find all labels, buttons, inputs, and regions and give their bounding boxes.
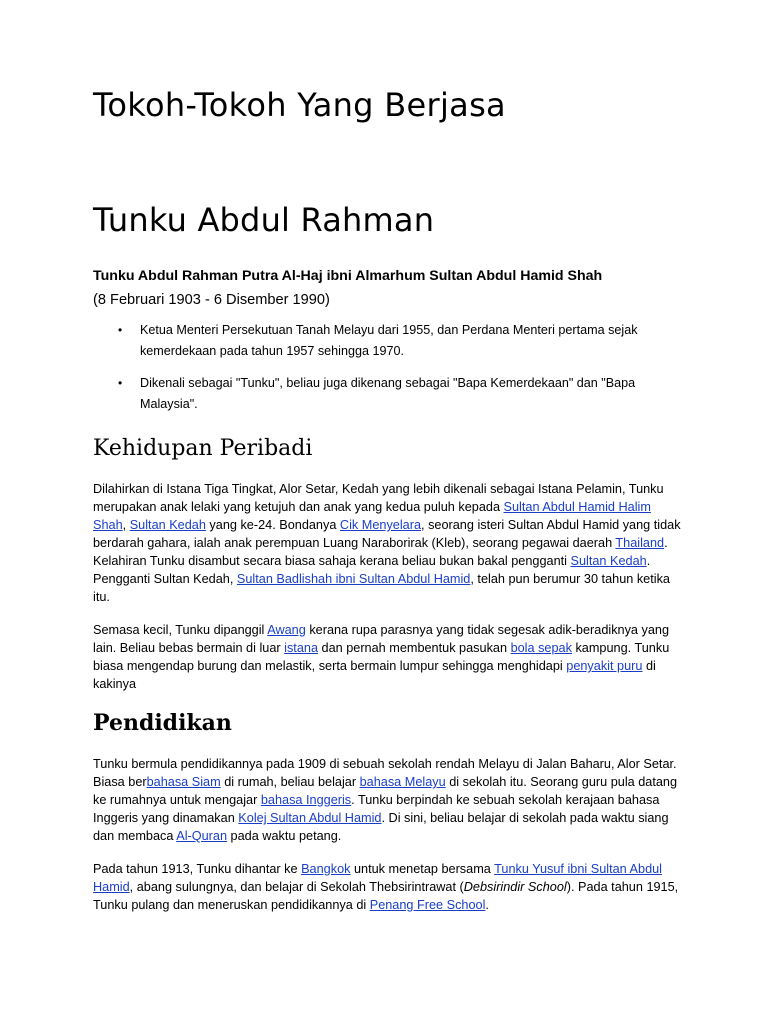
bullet-icon: •: [118, 376, 123, 390]
text-run: Pada tahun 1913, Tunku dihantar ke: [93, 862, 302, 876]
link-bola-sepak[interactable]: bola sepak: [510, 641, 572, 655]
bullet-icon: •: [118, 323, 123, 337]
paragraph-pendidikan-1: [93, 755, 683, 845]
link-thailand[interactable]: Thailand: [615, 536, 665, 550]
text-run: ). Pada tahun 1915, Tunku pulang dan meneruskan pendidikannya di: [93, 880, 679, 912]
text-run: . Di sini, beliau belajar di sekolah pada waktu siang dan membaca: [93, 811, 669, 843]
link-awang[interactable]: Awang: [267, 623, 306, 637]
text-run: kerana rupa parasnya yang tidak segesak adik-beradiknya yang lain. Beliau bebas bermain di luar: [93, 623, 670, 655]
link-bangkok[interactable]: Bangkok: [301, 862, 351, 876]
list-item: [93, 373, 683, 415]
link-cik-menyelara[interactable]: Cik Menyelara: [339, 518, 422, 532]
link-bahasa-melayu[interactable]: bahasa Melayu: [359, 775, 446, 789]
text-run: , abang sulungnya, dan belajar di Sekolah Thebsirintrawat (: [129, 880, 464, 894]
text-run: di kakinya: [93, 659, 656, 691]
full-name: Tunku Abdul Rahman Putra Al-Haj ibni Almarhum Sultan Abdul Hamid Shah: [93, 268, 603, 284]
link-penyakit-puru[interactable]: penyakit puru: [566, 659, 643, 673]
text-run: di sekolah itu. Seorang guru pula datang ke rumahnya untuk mengajar: [93, 775, 678, 807]
paragraph-kehidupan-1: [93, 480, 683, 606]
link-sultan-kedah[interactable]: Sultan Kedah: [570, 554, 647, 568]
document-title: Tokoh-Tokoh Yang Berjasa: [93, 86, 506, 124]
list-item: [93, 320, 683, 362]
text-run: . Kelahiran Tunku disambut secara biasa sahaja kerana beliau bukan bakal pengganti: [93, 536, 668, 568]
list-item-text: Ketua Menteri Persekutuan Tanah Melayu dari 1955, dan Perdana Menteri pertama sejak kemerdekaan pada tahun 1957 sehingga 1970.: [140, 323, 638, 358]
text-run: Semasa kecil, Tunku dipanggil: [93, 623, 268, 637]
link-penang-free-school[interactable]: Penang Free School: [369, 898, 486, 912]
section-heading-pendidikan: Pendidikan: [93, 710, 232, 736]
person-heading: Tunku Abdul Rahman: [93, 201, 435, 239]
link-sultan-abdul-hamid-halim-shah[interactable]: Sultan Abdul Hamid Halim Shah: [93, 500, 651, 532]
section-heading-kehidupan: Kehidupan Peribadi: [93, 436, 313, 461]
text-run: .: [485, 898, 489, 912]
text-run: dan pernah membentuk pasukan: [318, 641, 511, 655]
paragraph-kehidupan-2: [93, 621, 683, 693]
summary-list: [93, 320, 683, 426]
text-run: . Tunku berpindah ke sebuah sekolah kerajaan bahasa Inggeris yang dinamakan: [93, 793, 660, 825]
text-run: pada waktu petang.: [227, 829, 342, 843]
paragraph-pendidikan-2: [93, 860, 683, 914]
text-run: , seorang isteri Sultan Abdul Hamid yang tidak berdarah gahara, ialah anak perempuan Luang Naraborirak (Kleb), seorang pegawai daerah: [93, 518, 681, 550]
text-run: Dilahirkan di Istana Tiga Tingkat, Alor Setar, Kedah yang lebih dikenali sebagai Istana Pelamin, Tunku merupakan anak lelaki yang ketujuh dan anak yang kedua puluh kepada: [93, 482, 664, 514]
list-item-text: Dikenali sebagai "Tunku", beliau juga dikenang sebagai "Bapa Kemerdekaan" dan "Bapa Malaysia".: [140, 376, 636, 411]
text-run: , telah pun berumur 30 tahun ketika itu.: [93, 572, 670, 604]
link-istana[interactable]: istana: [284, 641, 318, 655]
italic-school-name: Debsirindir School: [463, 880, 567, 894]
text-run: yang ke-24. Bondanya: [205, 518, 340, 532]
link-bahasa-inggeris[interactable]: bahasa Inggeris: [260, 793, 352, 807]
link-bahasa-siam[interactable]: bahasa Siam: [146, 775, 221, 789]
link-tunku-yusuf[interactable]: Tunku Yusuf ibni Sultan Abdul Hamid: [93, 862, 663, 894]
text-run: Tunku bermula pendidikannya pada 1909 di sebuah sekolah rendah Melayu di Jalan Baharu, Alor Setar. Biasa ber: [93, 757, 677, 789]
text-run: kampung. Tunku biasa mengendap burung dan melastik, serta bermain lumpur sehingga menghidapi: [93, 641, 670, 673]
link-al-quran[interactable]: Al-Quran: [176, 829, 228, 843]
text-run: untuk menetap bersama: [350, 862, 495, 876]
link-sultan-kedah[interactable]: Sultan Kedah: [129, 518, 206, 532]
text-run: . Pengganti Sultan Kedah,: [93, 554, 651, 586]
link-sultan-badlishah[interactable]: Sultan Badlishah ibni Sultan Abdul Hamid: [236, 572, 471, 586]
text-run: di rumah, beliau belajar: [220, 775, 360, 789]
text-run: ,: [122, 518, 130, 532]
life-dates: (8 Februari 1903 - 6 Disember 1990): [93, 292, 330, 308]
full-name-line: [93, 264, 693, 312]
link-kolej-sultan-abdul-hamid[interactable]: Kolej Sultan Abdul Hamid: [238, 811, 382, 825]
